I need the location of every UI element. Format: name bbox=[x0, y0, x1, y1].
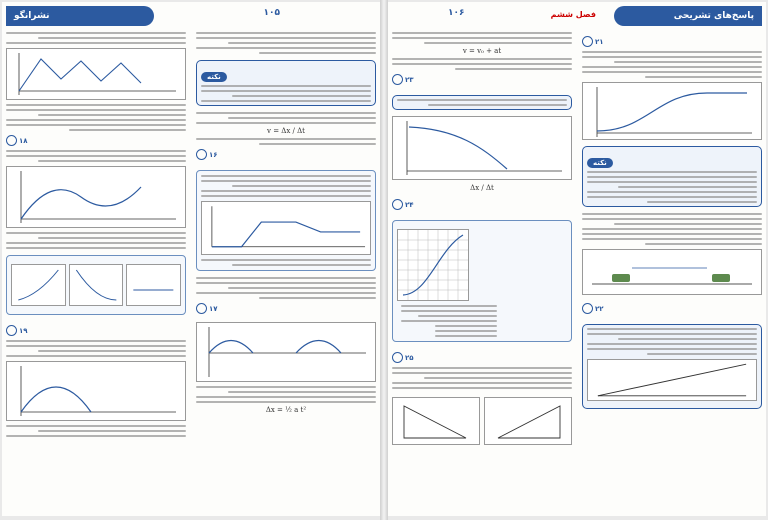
motion-graph bbox=[6, 48, 186, 100]
tip-tag: نکته bbox=[201, 72, 227, 82]
right-page bbox=[388, 2, 766, 516]
left-page bbox=[2, 2, 380, 516]
left-page-column-left bbox=[6, 32, 186, 510]
tip-tag: نکته bbox=[587, 158, 613, 168]
acceleration-graph bbox=[6, 166, 186, 228]
triangle-diagram bbox=[484, 397, 572, 445]
tip-box bbox=[196, 60, 376, 106]
grid-graph bbox=[397, 229, 469, 301]
incline-diagram bbox=[587, 359, 757, 401]
text-block bbox=[196, 32, 376, 54]
option-graph bbox=[69, 264, 124, 306]
left-page-column-right bbox=[196, 32, 376, 510]
question-number: ۱۷ bbox=[196, 303, 218, 314]
question-number: ۱۹ bbox=[6, 325, 28, 336]
page-header bbox=[6, 6, 154, 26]
chapter-label: فصل ششم bbox=[550, 10, 596, 19]
question-number: ۲۴ bbox=[392, 199, 414, 210]
equation: v = v₀ + at bbox=[462, 47, 502, 55]
road-diagram bbox=[582, 249, 762, 295]
question-number: ۱۸ bbox=[6, 135, 28, 146]
right-page-column-right bbox=[582, 32, 762, 510]
page-header bbox=[614, 6, 762, 26]
option-graph bbox=[126, 264, 181, 306]
question-number: ۲۳ bbox=[392, 74, 414, 85]
question-number: ۲۵ bbox=[392, 352, 414, 363]
velocity-graph bbox=[196, 322, 376, 382]
question-box bbox=[392, 220, 572, 342]
triangle-diagram bbox=[392, 397, 480, 445]
question-number: ۲۲ bbox=[582, 303, 604, 314]
right-page-column-left bbox=[392, 32, 572, 510]
option-graph bbox=[11, 264, 66, 306]
s-curve-graph bbox=[582, 82, 762, 140]
equation: Δx / Δt bbox=[470, 184, 494, 192]
tip-box bbox=[582, 324, 762, 409]
graph-options-box bbox=[6, 255, 186, 315]
tip-box bbox=[582, 146, 762, 207]
header-title: پاسخ‌های تشریحی bbox=[673, 11, 754, 21]
explanation-box bbox=[196, 170, 376, 271]
page-number: ۱۰۵ bbox=[263, 8, 280, 18]
position-time-graph bbox=[201, 201, 371, 255]
equation: v = Δx / Δt bbox=[267, 127, 305, 135]
trajectory-graph bbox=[6, 361, 186, 421]
decreasing-curve-graph bbox=[392, 116, 572, 180]
question-number: ۱۶ bbox=[196, 149, 218, 160]
tip-box bbox=[392, 95, 572, 110]
question-number: ۲۱ bbox=[582, 36, 604, 47]
header-title: نشرانگو bbox=[14, 11, 50, 21]
book-gutter bbox=[380, 0, 388, 520]
equation: Δx = ½ a t² bbox=[265, 406, 307, 414]
page-number: ۱۰۶ bbox=[448, 8, 465, 18]
